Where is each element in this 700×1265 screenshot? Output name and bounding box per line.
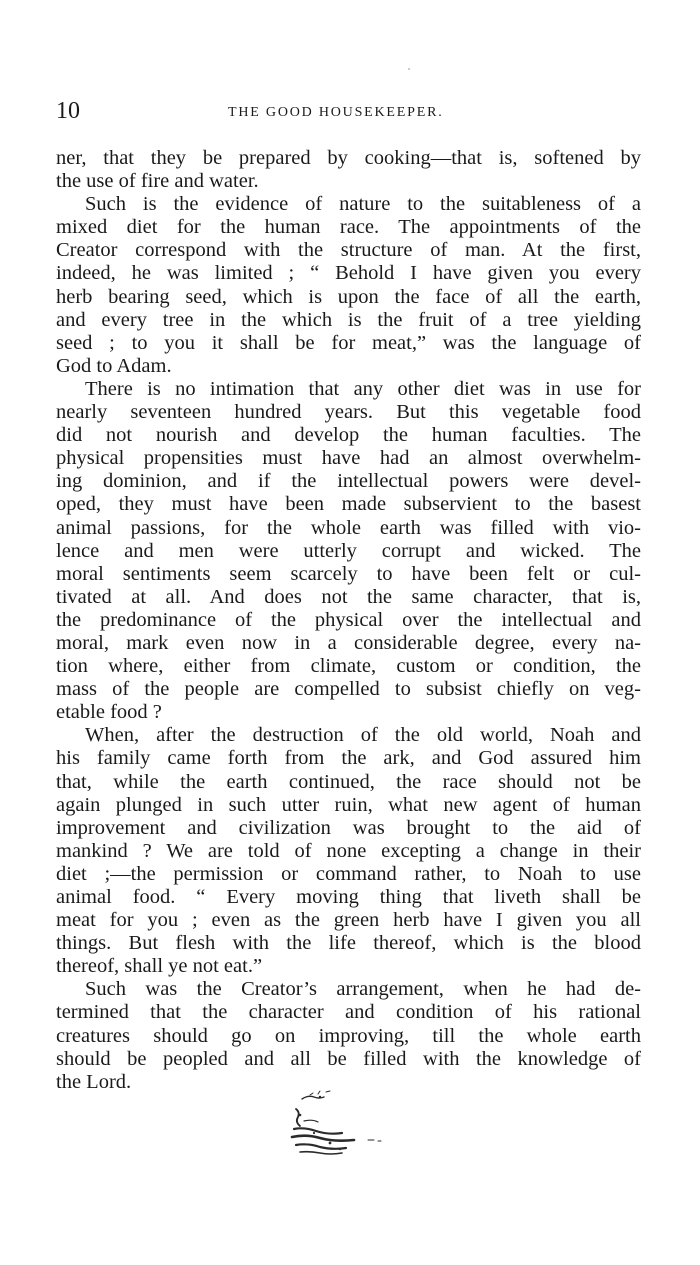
printers-flourish-icon (280, 1085, 400, 1165)
text-line: mass of the people are compelled to subsist chiefly on veg- (56, 678, 641, 701)
text-line: things. But flesh with the life thereof, which is the blood (56, 932, 641, 955)
text-line: moral sentiments seem scarcely to have been felt or cul- (56, 562, 641, 585)
body-text (56, 147, 641, 1094)
text-line: the predominance of the physical over the intellectual and (56, 608, 641, 631)
text-line: did not nourish and develop the human faculties. The (56, 424, 641, 447)
text-line: Creator correspond with the structure of man. At the first, (56, 239, 641, 262)
text-line: animal food. “ Every moving thing that liveth shall be (56, 886, 641, 908)
text-line: seed ; to you it shall be for meat,” was the language of (56, 331, 641, 354)
running-head (56, 96, 644, 126)
text-line: improvement and civilization was brought to the aid of (56, 816, 641, 839)
page-number: 10 (56, 98, 80, 124)
text-line: mankind ? We are told of none excepting a change in their (56, 839, 641, 862)
text-line: ing dominion, and if the intellectual powers were devel- (56, 470, 641, 493)
text-line: physical propensities must have had an almost overwhelm- (56, 447, 641, 470)
text-line: that, while the earth continued, the race should not be (56, 770, 641, 793)
text-line: meat for you ; even as the green herb have I given you all (56, 909, 641, 932)
text-line: creatures should go on improving, till the whole earth (56, 1024, 641, 1047)
text-line: etable food ? (56, 701, 162, 724)
text-line: diet ;—the permission or command rather, to Noah to use (56, 862, 641, 885)
text-line: termined that the character and condition of his rational (56, 1001, 641, 1024)
paragraph-first-line: When, after the destruction of the old world, Noah and (85, 724, 641, 747)
text-line: indeed, he was limited ; “ Behold I have given you every (56, 262, 641, 285)
text-line: should be peopled and all be filled with the knowledge of (56, 1047, 641, 1070)
text-line: herb bearing seed, which is upon the face of all the earth, (56, 285, 641, 308)
text-line: ner, that they be prepared by cooking—that is, softened by (56, 147, 641, 169)
paper-speck (408, 68, 410, 70)
text-line: thereof, shall ye not eat.” (56, 955, 263, 978)
text-line: animal passions, for the whole earth was filled with vio- (56, 516, 641, 539)
paragraph-first-line: Such was the Creator’s arrangement, when he had de- (85, 978, 641, 1001)
text-line: God to Adam. (56, 354, 172, 377)
text-line: tivated at all. And does not the same character, that is, (56, 585, 641, 608)
text-line: oped, they must have been made subservient to the basest (56, 493, 641, 516)
text-line: his family came forth from the ark, and God assured him (56, 747, 641, 770)
running-title: THE GOOD HOUSEKEEPER. (228, 105, 444, 120)
text-line: moral, mark even now in a considerable degree, every na- (56, 631, 641, 654)
text-line: tion where, either from climate, custom or condition, the (56, 655, 641, 678)
text-line: and every tree in the which is the fruit of a tree yielding (56, 308, 641, 331)
text-line: lence and men were utterly corrupt and wicked. The (56, 539, 641, 562)
text-line: mixed diet for the human race. The appointments of the (56, 216, 641, 239)
paragraph-first-line: Such is the evidence of nature to the suitableness of a (85, 193, 641, 216)
text-line: nearly seventeen hundred years. But this vegetable food (56, 401, 641, 424)
paragraph-first-line: There is no intimation that any other diet was in use for (85, 377, 641, 400)
text-line: again plunged in such utter ruin, what new agent of human (56, 793, 641, 816)
text-line: the use of fire and water. (56, 170, 259, 193)
text-line: the Lord. (56, 1070, 132, 1093)
